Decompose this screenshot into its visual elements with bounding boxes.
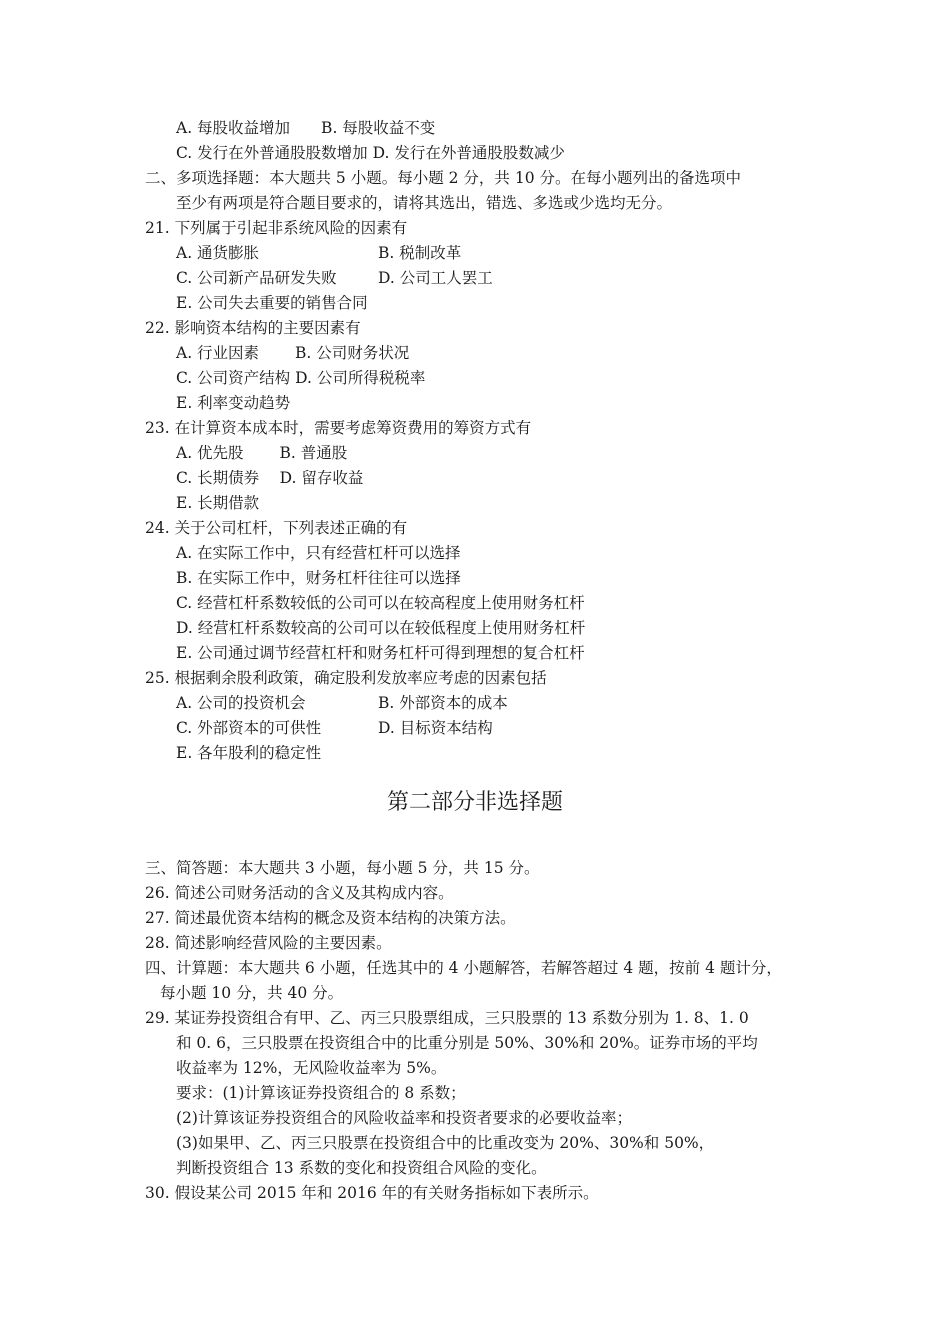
q25-option-e: E. 各年股利的稳定性 xyxy=(176,744,322,762)
q24-option-b: B. 在实际工作中，财务杠杆往往可以选择 xyxy=(176,569,461,587)
question-29: 29. 某证券投资组合有甲、乙、丙三只股票组成，三只股票的 13 系数分别为 1. 8、1. 0 xyxy=(145,1009,749,1027)
q21-option-b: B. 税制改革 xyxy=(378,244,462,262)
q24-option-c: C. 经营杠杆系数较低的公司可以在较高程度上使用财务杠杆 xyxy=(176,594,585,612)
q29-requirement-3-cont: 判断投资组合 13 系数的变化和投资组合风险的变化。 xyxy=(176,1159,547,1177)
question-24: 24. 关于公司杠杆，下列表述正确的有 xyxy=(145,519,408,537)
q24-option-a: A. 在实际工作中，只有经营杠杆可以选择 xyxy=(176,544,461,562)
section-2-instructions-cont: 至少有两项是符合题目要求的，请将其选出，错选、多选或少选均无分。 xyxy=(176,194,673,212)
section-4-instructions: 四、计算题：本大题共 6 小题，任选其中的 4 小题解答，若解答超过 4 题，按前 4 题计分， xyxy=(145,959,782,977)
q29-line-3: 收益率为 12%，无风险收益率为 5%。 xyxy=(176,1059,447,1077)
q25-option-b: B. 外部资本的成本 xyxy=(378,694,508,712)
q23-options-ab: A. 优先股 B. 普通股 xyxy=(176,444,348,462)
q29-requirement-2: (2)计算该证券投资组合的风险收益率和投资者要求的必要收益率； xyxy=(176,1109,632,1127)
question-23: 23. 在计算资本成本时，需要考虑筹资费用的筹资方式有 xyxy=(145,419,532,437)
question-21: 21. 下列属于引起非系统风险的因素有 xyxy=(145,219,408,237)
q22-options-cd: C. 公司资产结构 D. 公司所得税税率 xyxy=(176,369,426,387)
section-2-instructions: 二、多项选择题：本大题共 5 小题。每小题 2 分，共 10 分。在每小题列出的备选项中 xyxy=(145,169,742,187)
q23-options-cd: C. 长期债券 D. 留存收益 xyxy=(176,469,364,487)
question-25: 25. 根据剩余股利政策，确定股利发放率应考虑的因素包括 xyxy=(145,669,547,687)
q25-option-c: C. 外部资本的可供性 xyxy=(176,719,322,737)
q24-option-d: D. 经营杠杆系数较高的公司可以在较低程度上使用财务杠杆 xyxy=(176,619,586,637)
section-4-instructions-cont: 每小题 10 分，共 40 分。 xyxy=(160,984,344,1002)
q21-option-d: D. 公司工人罢工 xyxy=(378,269,493,287)
q23-option-e: E. 长期借款 xyxy=(176,494,260,512)
q29-requirement-1: 要求：(1)计算该证券投资组合的 8 系数； xyxy=(176,1084,466,1102)
question-30: 30. 假设某公司 2015 年和 2016 年的有关财务指标如下表所示。 xyxy=(145,1184,599,1202)
q21-option-e: E. 公司失去重要的销售合同 xyxy=(176,294,368,312)
part-two-title: 第二部分非选择题 xyxy=(386,790,563,815)
q20-options-ab: A. 每股收益增加 B. 每股收益不变 xyxy=(176,119,436,137)
q25-option-a: A. 公司的投资机会 xyxy=(176,694,306,712)
q29-requirement-3: (3)如果甲、乙、丙三只股票在投资组合中的比重改变为 20%、30%和 50%， xyxy=(176,1134,715,1152)
q22-option-e: E. 利率变动趋势 xyxy=(176,394,291,412)
q21-option-a: A. 通货膨胀 xyxy=(176,244,260,262)
question-22: 22. 影响资本结构的主要因素有 xyxy=(145,319,361,337)
q22-options-ab: A. 行业因素 B. 公司财务状况 xyxy=(176,344,410,362)
section-3-instructions: 三、简答题：本大题共 3 小题，每小题 5 分，共 15 分。 xyxy=(145,859,540,877)
q24-option-e: E. 公司通过调节经营杠杆和财务杠杆可得到理想的复合杠杆 xyxy=(176,644,585,662)
question-27: 27. 简述最优资本结构的概念及资本结构的决策方法。 xyxy=(145,909,516,927)
q25-option-d: D. 目标资本结构 xyxy=(378,719,493,737)
q21-option-c: C. 公司新产品研发失败 xyxy=(176,269,337,287)
question-26: 26. 简述公司财务活动的含义及其构成内容。 xyxy=(145,884,454,902)
question-28: 28. 简述影响经营风险的主要因素。 xyxy=(145,934,392,952)
q29-line-2: 和 0. 6，三只股票在投资组合中的比重分别是 50%、30%和 20%。证券市场的平均 xyxy=(176,1034,758,1052)
q20-options-cd: C. 发行在外普通股股数增加 D. 发行在外普通股股数减少 xyxy=(176,144,565,162)
